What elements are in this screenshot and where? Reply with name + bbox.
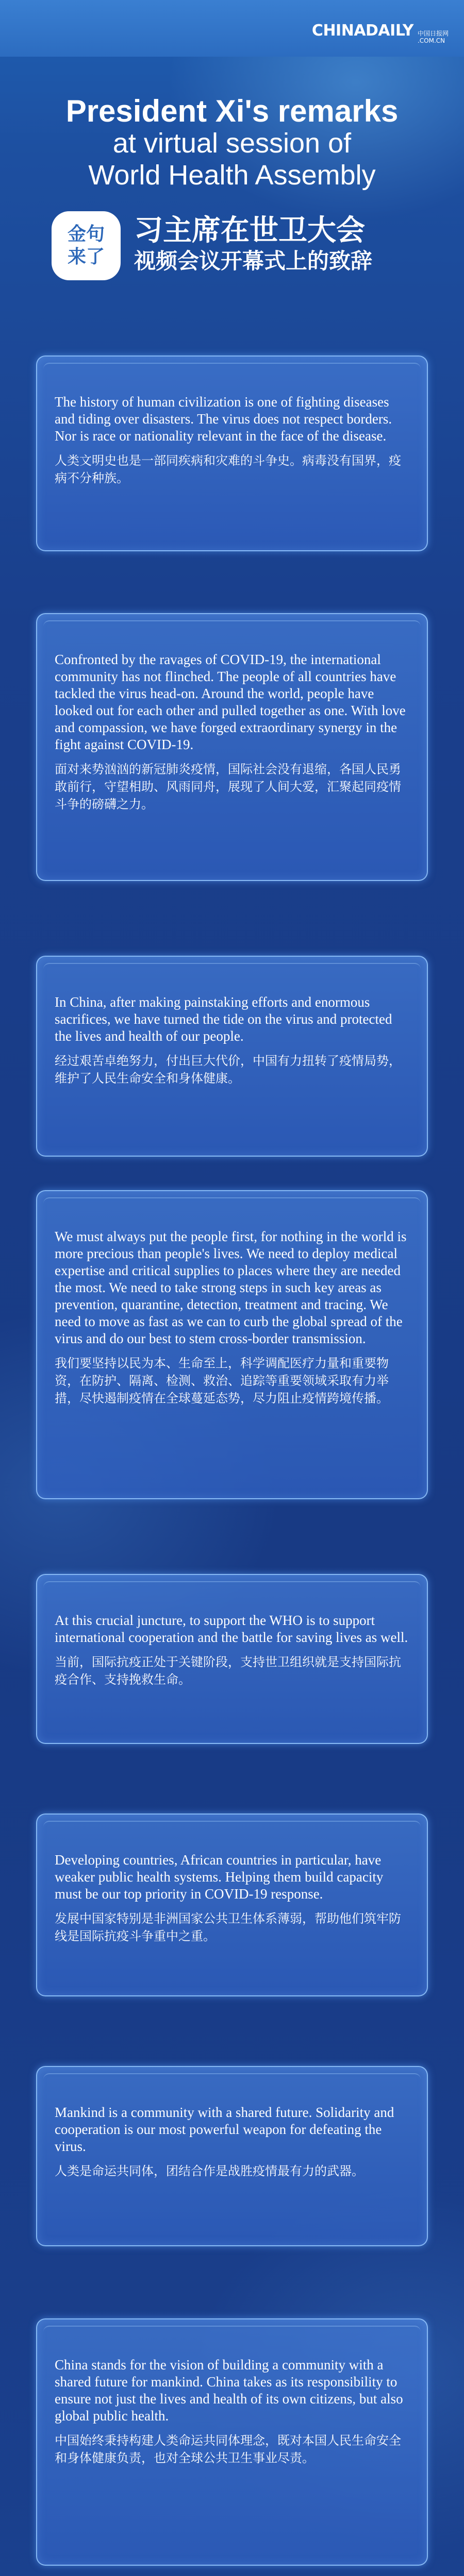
page-title-cn (134, 214, 433, 275)
badge-line-2: 来了 (67, 246, 105, 267)
quote-card-8 (36, 2318, 428, 2566)
quote-card-2 (36, 613, 428, 881)
quote-text-cn: 中国始终秉持构建人类命运共同体理念，既对本国人民生命安全和身体健康负责，也对全球公共卫生事业尽责。 (55, 2433, 401, 2465)
header-bar (0, 0, 464, 57)
quote-text-en: In China, after making painstaking efforts and enormous sacrifices, we have turned the tide on the virus and protected the lives and health of our people. (55, 994, 392, 1044)
chinadaily-logo[interactable] (312, 22, 449, 44)
quote-card-5 (36, 1574, 428, 1744)
quote-text-cn: 发展中国家特别是非洲国家公共卫生体系薄弱，帮助他们筑牢防线是国际抗疫斗争重中之重。 (55, 1911, 401, 1943)
logo-wordmark: CHINADAILY (311, 22, 413, 40)
title-line-1: President Xi's remarks (65, 94, 399, 128)
quote-text-cn: 当前，国际抗疫正处于关键阶段，支持世卫组织就是支持国际抗疫合作、支持挽救生命。 (55, 1655, 401, 1687)
quote-text-cn: 我们要坚持以民为本、生命至上，科学调配医疗力量和重要物资，在防护、隔离、检测、救治、追踪等重要领域采取有力举措，尽快遏制疫情在全球蔓延态势，尽力阻止疫情跨境传播。 (55, 1356, 389, 1405)
quote-text-en: Developing countries, African countries in particular, have weaker public health systems. Helping them build capacity must be our top priority in COVID-19 response. (55, 1852, 384, 1902)
title-line-3: World Health Assembly (88, 160, 376, 191)
quote-text-cn: 人类文明史也是一部同疾病和灾难的斗争史。病毒没有国界，疫病不分种族。 (55, 453, 401, 485)
quote-card-6 (36, 1814, 428, 1996)
quote-text-cn: 人类是命运共同体，团结合作是战胜疫情最有力的武器。 (55, 2164, 364, 2178)
quote-text-en: At this crucial juncture, to support the WHO is to support international cooperation and the battle for saving lives as well. (55, 1613, 408, 1645)
quote-text-en: China stands for the vision of building a community with a shared future for mankind. China takes as its responsibility to ensure not just the lives and health of its own citizens, but also global public health. (55, 2357, 403, 2424)
quote-text-en: The history of human civilization is one of fighting diseases and tiding over disasters. The virus does not respect borders. Nor is race or nationality relevant in the face of the disease. (55, 394, 392, 444)
logo-cn-name: 中国日报网 (417, 30, 449, 37)
badge-line-1: 金句 (67, 224, 105, 245)
logo-subtitle (418, 30, 449, 44)
title-cn-line-2: 视频会议开幕式上的致辞 (134, 248, 373, 274)
quote-card-4 (36, 1190, 428, 1499)
page-title-en (0, 95, 464, 191)
quote-text-en: Mankind is a community with a shared future. Solidarity and cooperation is our most powerful weapon for defeating the virus. (55, 2105, 394, 2154)
quote-card-7 (36, 2066, 428, 2246)
title-cn-line-1: 习主席在世卫大会 (134, 214, 365, 247)
quote-card-3 (36, 956, 428, 1157)
title-line-2: at virtual session of (112, 128, 352, 159)
quote-text-en: Confronted by the ravages of COVID-19, the international community has not flinched. The people of all countries have tackled the virus head-on. Around the world, people have looked out for each other and pulled together as one. With love and compassion, we have forged extraordinary synergy in the fight against COVID-19. (55, 652, 406, 752)
quotes-badge (52, 211, 121, 280)
quote-text-en: We must always put the people first, for nothing in the world is more precious than people's lives. We need to deploy medical expertise and critical supplies to places where they are needed the most. We need to take strong steps in such key areas as prevention, quarantine, detection, treatment and tracing. We need to move as fast as we can to curb the global spread of the virus and do our best to stem cross-border transmission. (55, 1229, 407, 1346)
page-title-cn-block (52, 211, 423, 283)
quote-text-cn: 面对来势汹汹的新冠肺炎疫情，国际社会没有退缩，各国人民勇敢前行，守望相助、风雨同舟，展现了人间大爱，汇聚起同疫情斗争的磅礴之力。 (55, 762, 401, 811)
quote-card-1 (36, 355, 428, 551)
quote-text-cn: 经过艰苦卓绝努力，付出巨大代价，中国有力扭转了疫情局势，维护了人民生命安全和身体健康。 (55, 1054, 401, 1086)
logo-domain: .COM.CN (417, 37, 445, 44)
